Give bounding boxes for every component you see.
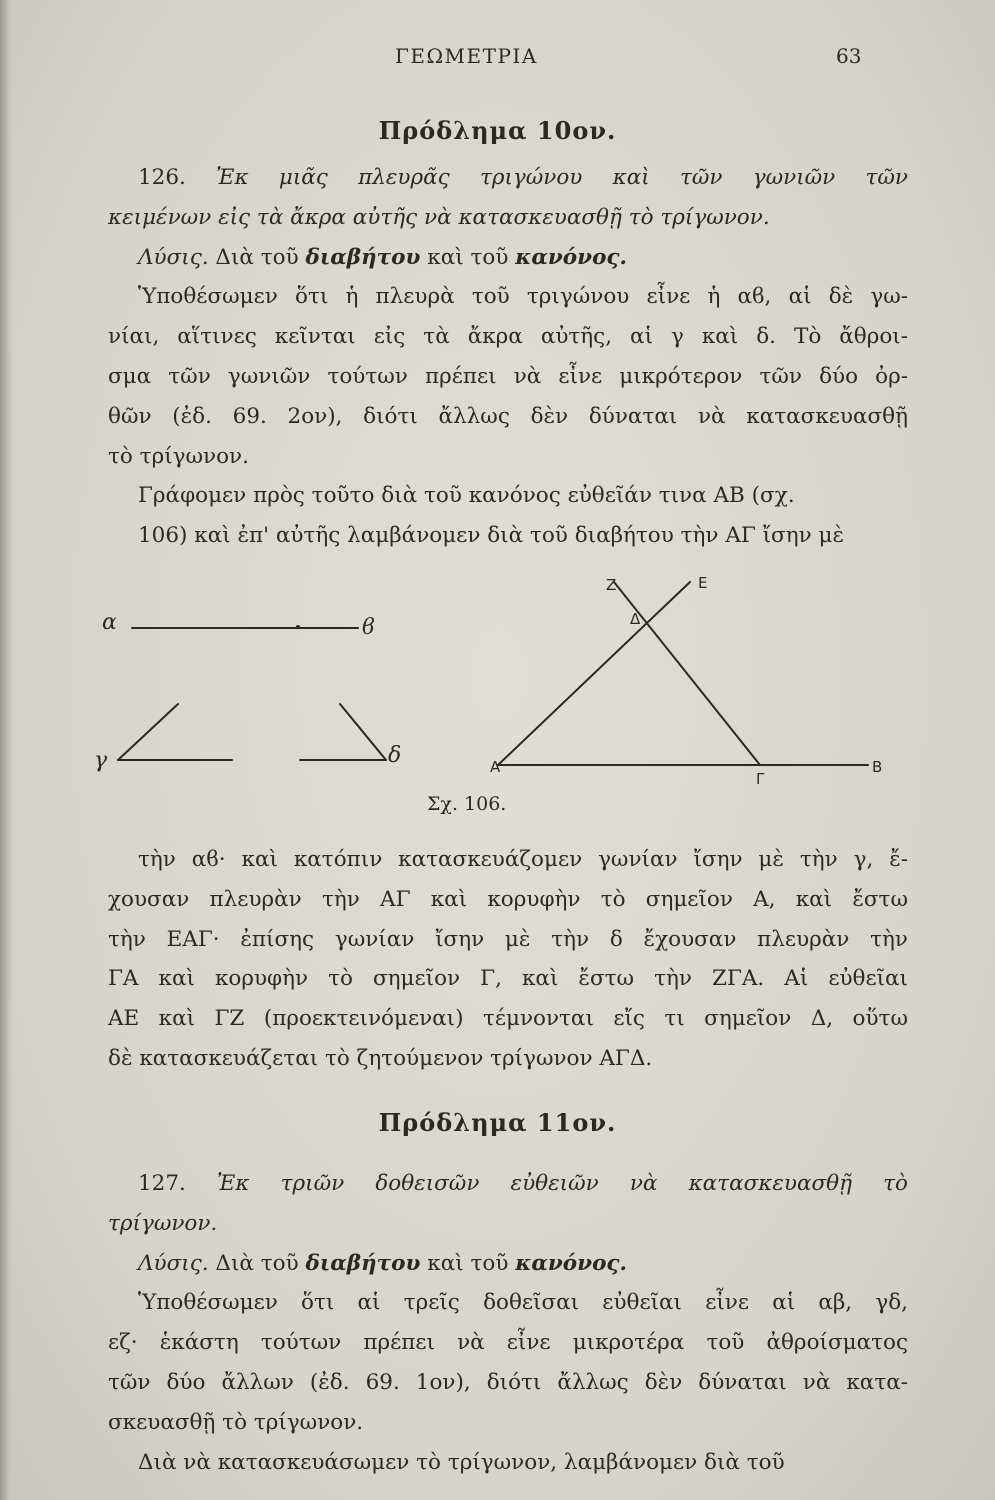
text-line <box>108 840 908 880</box>
line-AE <box>498 582 690 765</box>
text-run: Διὰ τοῦ <box>215 1250 306 1276</box>
text-run: διαβήτου <box>305 244 421 270</box>
label-d: δ <box>388 743 402 768</box>
running-head <box>0 44 995 78</box>
text-line <box>108 397 908 437</box>
text-line <box>108 880 908 920</box>
text-run: ΓΑ καὶ κορυφὴν τὸ σημεῖον Γ, καὶ ἔστω τὴν ΖΓΑ. Αἱ εὐθεῖαι <box>108 966 908 992</box>
text-run: διαβήτου <box>305 1250 421 1276</box>
text-run: τὸ τρίγωνον. <box>108 443 249 469</box>
text-line <box>108 1164 908 1204</box>
running-title: ΓΕΩΜΕΤΡΙΑ <box>395 44 538 68</box>
figure-106 <box>94 560 900 830</box>
text-run: Λύσις. <box>138 244 216 270</box>
text-line <box>108 277 908 317</box>
problem-11-heading: Πρόδλημα 11ον. <box>378 1108 617 1137</box>
text-run: Λύσις. <box>138 1250 216 1276</box>
text-run: 106) καὶ ἐπ' αὐτῆς λαμβάνομεν διὰ τοῦ διαβήτου τὴν ΑΓ ἴσην μὲ <box>138 523 845 549</box>
text-run: τῶν δύο ἄλλων (ἐδ. 69. 1ον), διότι ἄλλως δὲν δύναται νὰ κατα- <box>108 1369 908 1395</box>
page-number: 63 <box>836 44 862 68</box>
angle-d-arm <box>340 704 386 760</box>
text-run: κειμένων εἰς τὰ ἄκρα αὐτῆς νὰ κατασκευασθῇ τὸ τρίγωνον. <box>108 204 770 230</box>
text-line <box>108 516 908 556</box>
text-line <box>108 1443 908 1483</box>
label-B: Β <box>872 758 883 776</box>
text-run: κανόνος. <box>515 244 627 270</box>
text-line <box>108 357 908 397</box>
text-line <box>108 1039 908 1079</box>
text-line <box>108 158 908 198</box>
label-b: ϐ <box>362 615 375 640</box>
label-E: Ε <box>698 574 708 592</box>
text-run: Ἐκ μιᾶς πλευρᾶς τριγώνου καὶ τῶν γωνιῶν τῶν <box>216 165 908 190</box>
text-run: Ὑποθέσωμεν ὅτι αἱ τρεῖς δοθεῖσαι εὐθεῖαι εἶνε αἱ αβ, γδ, <box>138 1290 908 1316</box>
problem-10-text-continued <box>108 840 908 1079</box>
text-line <box>108 317 908 357</box>
label-a: α <box>102 610 117 635</box>
text-run: δὲ κατασκευάζεται τὸ ζητούμενον τρίγωνον ΑΓΔ. <box>108 1045 653 1071</box>
text-line <box>108 1204 908 1244</box>
text-run: Ὑποθέσωμεν ὅτι ἡ πλευρὰ τοῦ τριγώνου εἶνε ἡ αϐ, αἱ δὲ γω- <box>138 284 908 310</box>
text-run: κανόνος. <box>515 1250 627 1276</box>
text-run: καὶ τοῦ <box>420 1250 516 1276</box>
text-line <box>108 437 908 477</box>
text-line <box>108 1283 908 1323</box>
text-run: σμα τῶν γωνιῶν τούτων πρέπει νὰ εἶνε μικρότερον τῶν δύο ὀρ- <box>108 363 908 389</box>
ink-dot <box>296 625 300 629</box>
text-line <box>108 1244 908 1284</box>
problem-10-text <box>108 158 908 556</box>
text-run: Διὰ νὰ κατασκευάσωμεν τὸ τρίγωνον, λαμβάνομεν διὰ τοῦ <box>138 1449 785 1475</box>
figure-caption: Σχ. 106. <box>427 793 507 815</box>
text-line <box>108 920 908 960</box>
problem-11-text <box>108 1164 908 1482</box>
label-Z: Ζ <box>606 576 617 594</box>
text-run: 126. <box>138 165 217 190</box>
label-g: γ <box>94 748 108 773</box>
text-line <box>108 959 908 999</box>
text-line <box>108 1403 908 1443</box>
page-spine-shadow <box>0 0 14 1500</box>
label-D: Δ <box>630 610 641 628</box>
text-run: Γράφομεν πρὸς τοῦτο διὰ τοῦ κανόνος εὐθεῖάν τινα ΑΒ (σχ. <box>138 483 795 509</box>
text-run: νίαι, αἵτινες κεῖνται εἰς τὰ ἄκρα αὐτῆς, αἱ γ καὶ δ. Τὸ ἄθροι- <box>108 324 908 350</box>
figure-106-drawing <box>100 560 900 830</box>
problem-10-heading: Πρόδλημα 10ον. <box>378 116 617 145</box>
text-run: εζ· ἑκάστη τούτων πρέπει νὰ εἶνε μικροτέρα τοῦ ἀθροίσματος <box>108 1330 908 1356</box>
text-line <box>108 999 908 1039</box>
text-run: χουσαν πλευρὰν τὴν ΑΓ καὶ κορυφὴν τὸ σημεῖον Α, καὶ ἔστω <box>108 886 908 912</box>
label-G: Γ <box>756 770 765 788</box>
text-run: Ἐκ τριῶν δοθεισῶν εὐθειῶν νὰ κατασκευασθῇ τὸ <box>217 1171 908 1196</box>
text-line <box>108 476 908 516</box>
text-run: Διὰ τοῦ <box>215 244 306 270</box>
text-line <box>108 1323 908 1363</box>
text-line <box>108 238 908 278</box>
text-run: σκευασθῇ τὸ τρίγωνον. <box>108 1409 364 1435</box>
text-run: τρίγωνον. <box>108 1210 218 1236</box>
text-run: ΑΕ καὶ ΓΖ (προεκτεινόμεναι) τέμνονται εἴς τι σημεῖον Δ, οὕτω <box>108 1006 908 1032</box>
text-run: θῶν (ἐδ. 69. 2ον), διότι ἄλλως δὲν δύναται νὰ κατασκευασθῇ <box>108 403 908 429</box>
text-run: τὴν αϐ· καὶ κατόπιν κατασκευάζομεν γωνίαν ἴσην μὲ τὴν γ, ἔ- <box>138 847 908 872</box>
text-run: καὶ τοῦ <box>420 244 516 270</box>
text-line <box>108 1363 908 1403</box>
text-line <box>108 198 908 238</box>
angle-g-arm <box>118 704 178 760</box>
label-A: Α <box>490 758 501 776</box>
text-run: 127. <box>138 1171 218 1196</box>
text-run: τὴν ΕΑΓ· ἐπίσης γωνίαν ἴσην μὲ τὴν δ ἔχουσαν πλευρὰν τὴν <box>108 926 908 952</box>
